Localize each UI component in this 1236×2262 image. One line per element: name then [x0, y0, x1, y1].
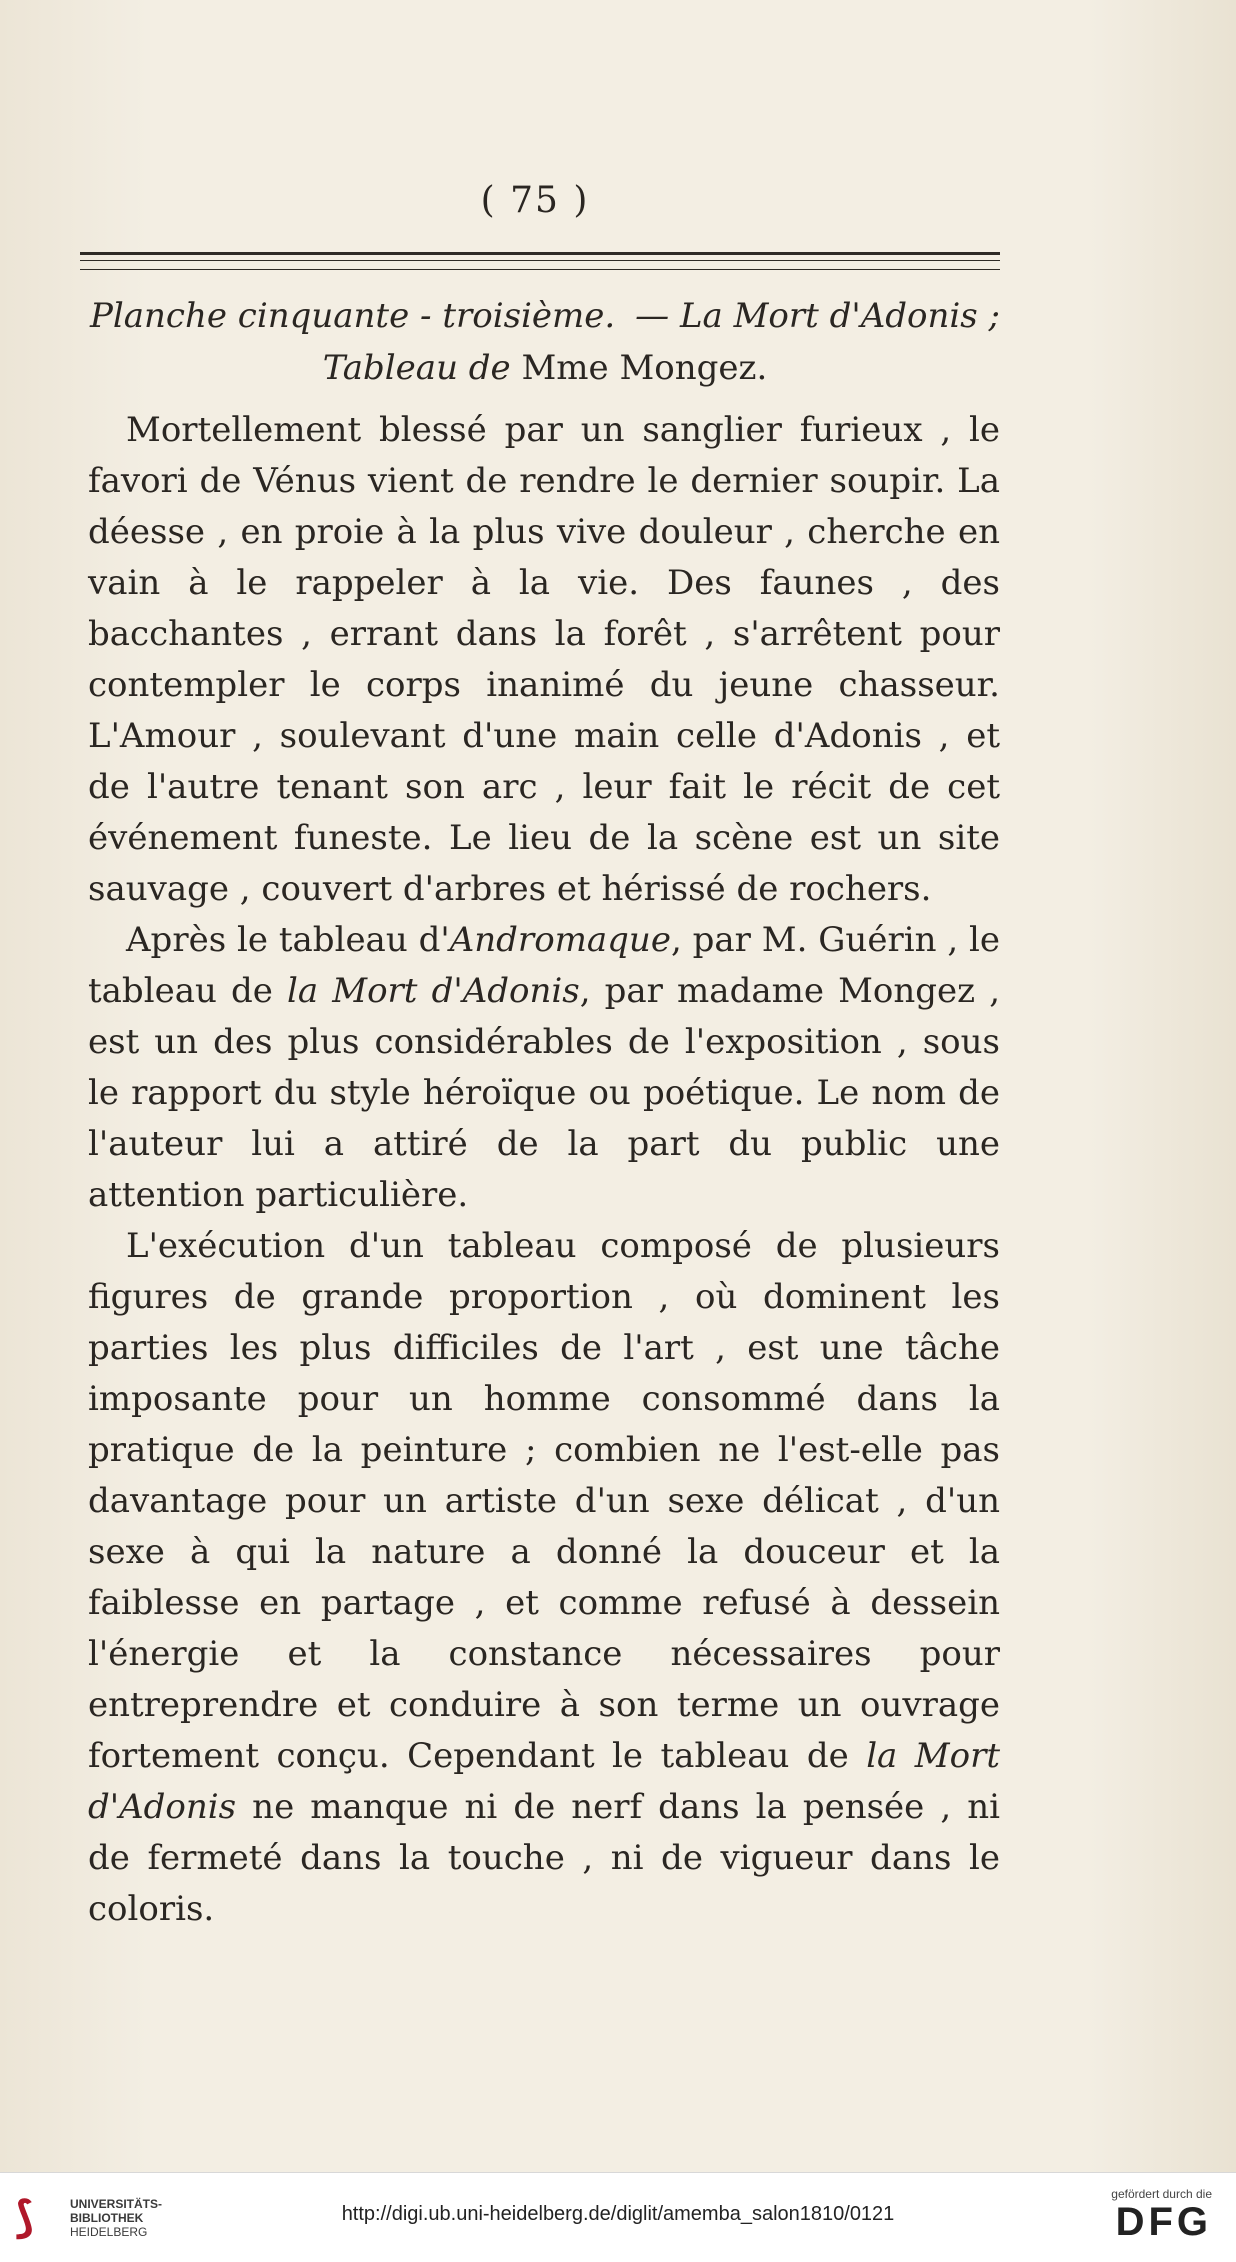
funder-logo — [1111, 2187, 1212, 2243]
title-mort-adonis-2: la Mort d'Adonis — [88, 1736, 1000, 1827]
heading-plate-label: Planche cinquante - troisième. — [90, 296, 616, 336]
permalink[interactable]: http://digi.ub.uni-heidelberg.de/diglit/amemba_salon1810/0121 — [341, 2203, 895, 2225]
paragraph-3: L'exécution d'un tableau composé de plusieurs figures de grande proportion , où dominent les parties les plus difficiles de l'art , est une tâche imposante pour un homme consommé dans la pratique de la peinture ; combien ne l'est-elle pas davantage pour un artiste d'un sexe délicat , d'un sexe à qui la nature a donné la douceur et la faiblesse en partage , et comme refusé à dessein l'énergie et la constance nécessaires pour entreprendre et conduire à son terme un ouvrage fortement conçu. Cependant le tableau de la Mort d'Adonis ne manque ni de nerf dans la pensée , ni de fermeté dans la touche , ni de vigueur dans le coloris. — [88, 1226, 1000, 1929]
university-logo-icon: ⟆ — [14, 2193, 35, 2242]
title-mort-adonis: la Mort d'Adonis — [287, 971, 580, 1011]
heading-title: — La Mort d'Adonis ; — [635, 296, 1000, 336]
funding-label: gefördert durch die — [1111, 2187, 1212, 2201]
header-rule — [80, 252, 1000, 270]
library-name: UNIVERSITÄTS- BIBLIOTHEK HEIDELBERG — [70, 2197, 163, 2239]
paragraph-1: Mortellement blessé par un sanglier furieux , le favori de Vénus vient de rendre le dernier soupir. La déesse , en proie à la plus vive douleur , cherche en vain à le rappeler à la vie. Des faunes , des bacchantes , errant dans la forêt , s'arrêtent pour contempler le corps inanimé du jeune chasseur. L'Amour , soulevant d'une main celle d'Adonis , et de l'autre tenant son arc , leur fait le récit de cet événement funeste. Le lieu de la scène est un site sauvage , couvert d'arbres et hérissé de rochers. — [88, 410, 1000, 909]
title-andromaque: Andromaque — [449, 920, 671, 960]
paragraph-2: Après le tableau d'Andromaque, par M. Guérin , le tableau de la Mort d'Adonis, par madame Mongez , est un des plus considérables de l'exposition , sous le rapport du style héroïque ou poétique. Le nom de l'auteur lui a attiré de la part du public une attention particulière. — [88, 920, 1001, 1215]
body-text — [88, 405, 1000, 1935]
dfg-logo: DFG — [1115, 2200, 1212, 2244]
plate-heading — [90, 290, 1000, 394]
page-number: ( 75 ) — [480, 180, 590, 221]
viewer-footer — [0, 2172, 1236, 2262]
heading-artist: Mme Mongez. — [521, 348, 768, 388]
heading-painting-label: Tableau de — [322, 348, 511, 388]
